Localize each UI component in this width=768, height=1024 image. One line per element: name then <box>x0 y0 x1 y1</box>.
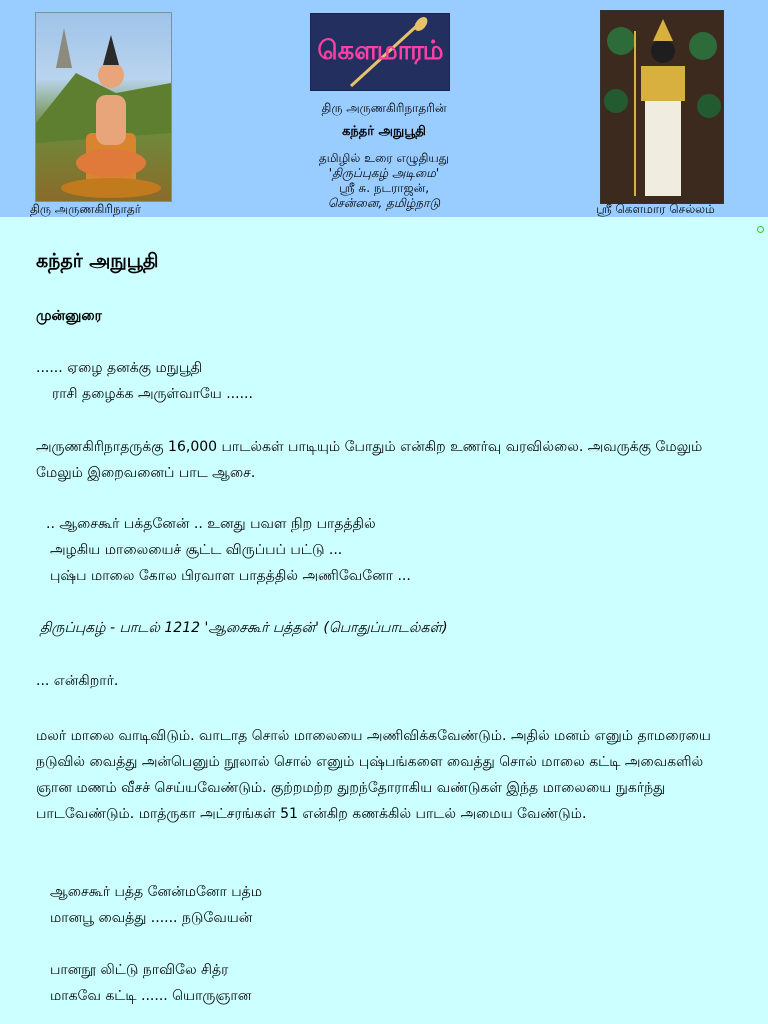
author-line-3: ஸ்ரீ சு. நடராஜன், <box>338 181 430 195</box>
verse2-line2: அழகிய மாலையைச் சூட்ட விருப்பப் பட்டு ... <box>50 542 343 558</box>
section-heading: முன்னுரை <box>36 308 102 324</box>
page-header <box>0 0 768 217</box>
reference-line: திருப்புகழ் - பாடல் 1212 'ஆசைகூர் பத்தன்' (பொதுப்பாடல்கள்) <box>40 620 448 636</box>
author-line-1: தமிழில் உரை எழுதியது <box>318 151 450 165</box>
header-subtitle: திரு அருணகிரிநாதரின் <box>321 101 447 115</box>
verse2-line3: புஷ்ப மாலை கோல பிரவாள பாதத்தில் அணிவேனோ ... <box>50 568 411 584</box>
right-caption: ஸ்ரீ கௌமார செல்லம் <box>596 202 715 216</box>
murugan-portrait <box>600 10 724 204</box>
verse1-line1: ...... ஏழை தனக்கு மநுபூதி <box>36 360 203 376</box>
paragraph-2: மலர் மாலை வாடிவிடும். வாடாத சொல் மாலையை அணிவிக்கவேண்டும். அதில் மனம் எனும் தாமரையை நடுவில் வைத்து அன்பெனும் நூலால் சொல் எனும் புஷ்பங்களை வைத்து சொல் மாலை கட்டி அவைகளில் ஞான மணம் வீசச் செய்யவேண்டும். குற்றமற்ற துறந்தோராகிய வண்டுகள் இந்த மாலையை நுகர்ந்து பாடவேண்டும். மாத்ருகா அட்சரங்கள் 51 என்கிற கணக்கில் பாடல் அமைய வேண்டும். <box>36 728 711 822</box>
paragraph-1: அருணகிரிநாதருக்கு 16,000 பாடல்கள் பாடியும் போதும் என்கிற உணர்வு வரவில்லை. அவருக்கு மேலும் மேலும் இறைவனைப் பாட ஆசை. <box>36 439 703 481</box>
arunagirinathar-portrait <box>35 12 172 202</box>
page-title: கந்தர் அநுபூதி <box>36 250 159 272</box>
verse1-line2: ராசி தழைக்க அருள்வாயே ...... <box>52 386 253 402</box>
logo-text: கௌமாரம் <box>317 36 443 66</box>
verse3-line1: ஆசைகூர் பத்த னேன்மனோ பத்ம <box>50 884 263 900</box>
header-title: கந்தர் அநுபூதி <box>342 124 426 139</box>
verse2-line1: .. ஆசைகூர் பக்தனேன் .. உனது பவள நிற பாதத்தில் <box>46 516 376 532</box>
left-caption: திரு அருணகிரிநாதர் <box>30 202 142 216</box>
author-line-4: சென்னை, தமிழ்நாடு <box>327 196 441 210</box>
kaumaram-logo[interactable] <box>310 13 450 91</box>
says-line: ... என்கிறார். <box>36 673 119 689</box>
author-line-2: 'திருப்புகழ் அடிமை' <box>328 166 440 180</box>
verse4-line2: மாகவே கட்டி ...... யொருஞான <box>50 988 252 1004</box>
status-dot-icon <box>757 226 764 233</box>
verse4-line1: பானநூ லிட்டு நாவிலே சித்ர <box>50 962 229 978</box>
verse3-line2: மானபூ வைத்து ...... நடுவேயன் <box>50 910 253 926</box>
